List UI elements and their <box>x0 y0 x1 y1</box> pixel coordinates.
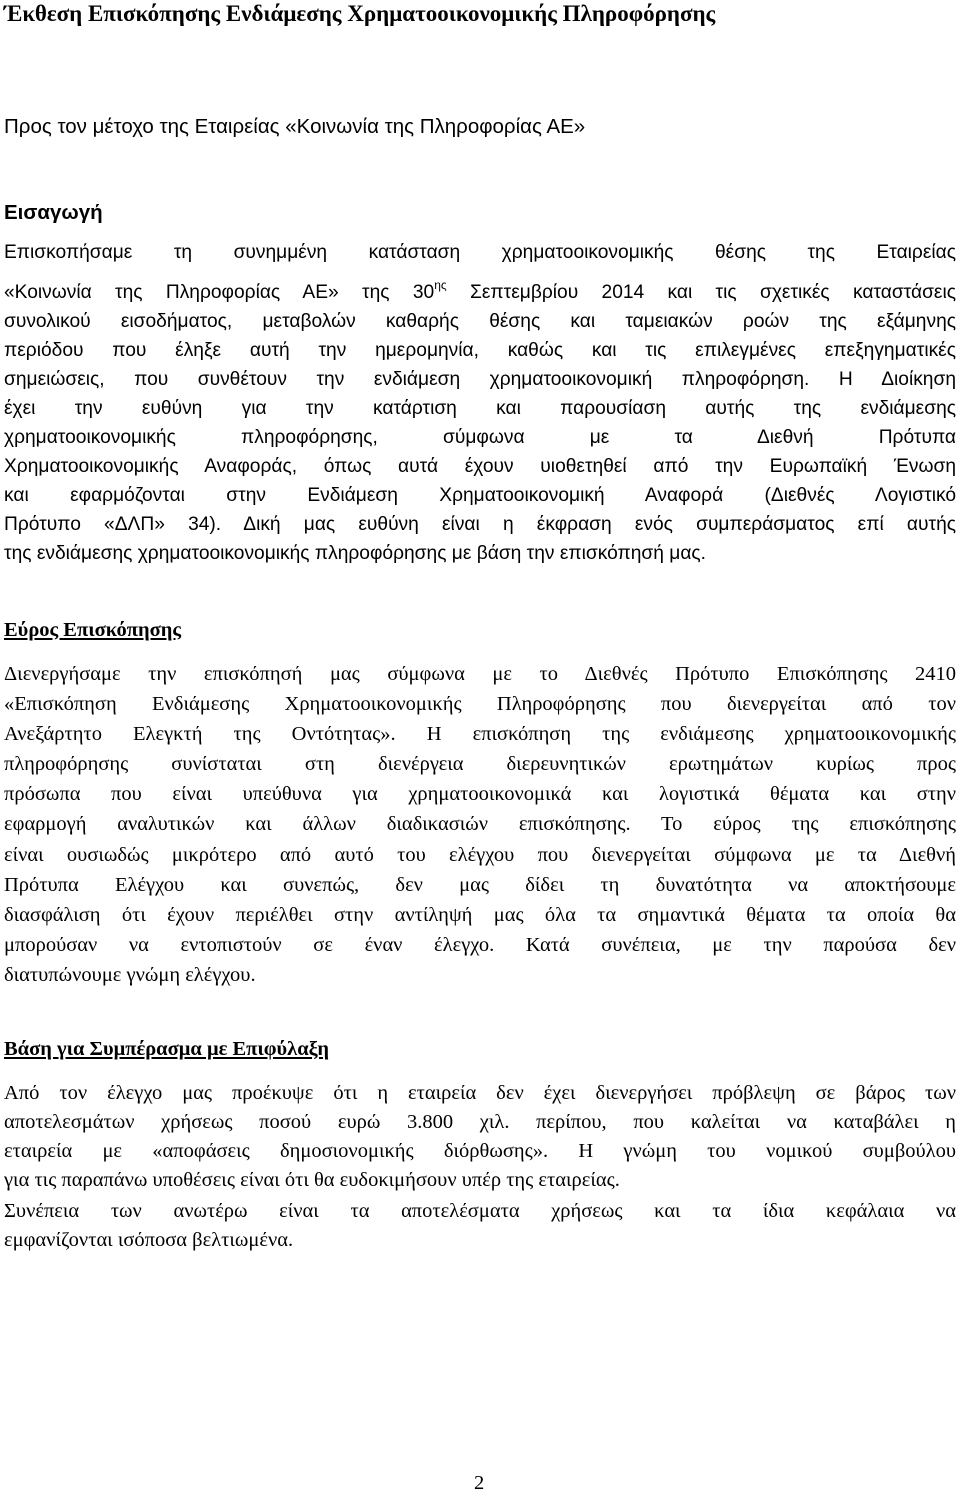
scope-line: διατυπώνουμε γνώμη ελέγχου. <box>4 964 256 986</box>
basis-line: για τις παραπάνω υποθέσεις είναι ότι θα ευδοκιμήσουν υπέρ της εταιρείας. <box>4 1169 620 1191</box>
basis-line: αποτελεσμάτων χρήσεως ποσού ευρώ 3.800 χιλ. περίπου, που καλείται να καταβάλει η <box>4 1111 956 1133</box>
page-number: 2 <box>474 1472 485 1494</box>
introduction-line: Χρηματοοικονομικής Αναφοράς, όπως αυτά έχουν υιοθετηθεί από την Ευρωπαϊκή Ένωση <box>4 456 956 477</box>
basis-line: Από τον έλεγχο μας προέκυψε ότι η εταιρεία δεν έχει διενεργήσει πρόβλεψη σε βάρος των <box>4 1082 956 1104</box>
scope-line: μπορούσαν να εντοπιστούν σε έναν έλεγχο. Κατά συνέπεια, με την παρούσα δεν <box>4 934 956 956</box>
salutation: Προς τον μέτοχο της Εταιρείας «Κοινωνία της Πληροφορίας ΑΕ» <box>4 115 586 138</box>
introduction-line-date: «Κοινωνία της Πληροφορίας ΑΕ» της $30^{\eta\varsigma}$ Σεπτεμβρίου 2014 και τις σχετικές καταστάσεις <box>4 279 956 303</box>
scope-line: πρόσωπα που είναι υπεύθυνα για χρηματοοικονομικά και λογιστικά θέματα και στην <box>4 783 956 805</box>
basis-line: εταιρεία με «αποφάσεις δημοσιονομικής διόρθωσης». Η γνώμη του νομικού συμβούλου <box>4 1140 956 1162</box>
basis-line: εμφανίζονται ισόποσα βελτιωμένα. <box>4 1229 294 1251</box>
scope-heading: Εύρος Επισκόπησης <box>4 619 182 641</box>
scope-line: Διενεργήσαμε την επισκόπησή μας σύμφωνα με το Διεθνές Πρότυπο Επισκόπησης 2410 <box>4 663 956 685</box>
introduction-line: σημειώσεις, που συνθέτουν την ενδιάμεση χρηματοοικονομική πληροφόρηση. Η Διοίκηση <box>4 369 956 390</box>
introduction-line: περιόδου που έληξε αυτή την ημερομηνία, καθώς και τις επιλεγμένες επεξηγηματικές <box>4 340 956 361</box>
introduction-line: της ενδιάμεσης χρηματοοικονομικής πληροφόρησης με βάση την επισκόπησή μας. <box>4 543 706 564</box>
basis-heading: Βάση για Συμπέρασμα με Επιφύλαξη <box>4 1038 329 1060</box>
report-title: Έκθεση Επισκόπησης Ενδιάμεσης Χρηματοοικονομικής Πληροφόρησης <box>4 1 716 26</box>
introduction-line: χρηματοοικονομικής πληροφόρησης, σύμφωνα με τα Διεθνή Πρότυπα <box>4 427 956 448</box>
introduction-line: Επισκοπήσαμε τη συνημμένη κατάσταση χρηματοοικονομικής θέσης της Εταιρείας <box>4 242 956 263</box>
scope-line: Ανεξάρτητο Ελεγκτή της Οντότητας». Η επισκόπηση της ενδιάμεσης χρηματοοικονομικής <box>4 723 956 745</box>
introduction-line: έχει την ευθύνη για την κατάρτιση και παρουσίαση αυτής της ενδιάμεσης <box>4 398 956 419</box>
scope-line: εφαρμογή αναλυτικών και άλλων διαδικασιών επισκόπησης. Το εύρος της επισκόπησης <box>4 813 956 835</box>
introduction-line: και εφαρμόζονται στην Ενδιάμεση Χρηματοοικονομική Αναφορά (Διεθνές Λογιστικό <box>4 485 956 506</box>
introduction-heading: Εισαγωγή <box>4 201 103 224</box>
basis-line: Συνέπεια των ανωτέρω είναι τα αποτελέσματα χρήσεως και τα ίδια κεφάλαια να <box>4 1200 956 1222</box>
introduction-line: Πρότυπο «ΔΛΠ» 34). Δική μας ευθύνη είναι η έκφραση ενός συμπεράσματος επί αυτής <box>4 514 956 535</box>
scope-line: «Επισκόπηση Ενδιάμεσης Χρηματοοικονομικής Πληροφόρησης που διενεργείται από τον <box>4 693 956 715</box>
introduction-line: συνολικού εισοδήματος, μεταβολών καθαρής θέσης και ταμειακών ροών της εξάμηνης <box>4 311 956 332</box>
scope-line: Πρότυπα Ελέγχου και συνεπώς, δεν μας δίδει τη δυνατότητα να αποκτήσουμε <box>4 874 956 896</box>
scope-line: διασφάλιση ότι έχουν περιέλθει στην αντίληψή μας όλα τα σημαντικά θέματα τα οποία θα <box>4 904 956 926</box>
scope-line: πληροφόρησης συνίσταται στη διενέργεια διερευνητικών ερωτημάτων κυρίως προς <box>4 753 956 775</box>
scope-line: είναι ουσιωδώς μικρότερο από αυτό του ελέγχου που διενεργείται σύμφωνα με τα Διεθνή <box>4 844 956 866</box>
